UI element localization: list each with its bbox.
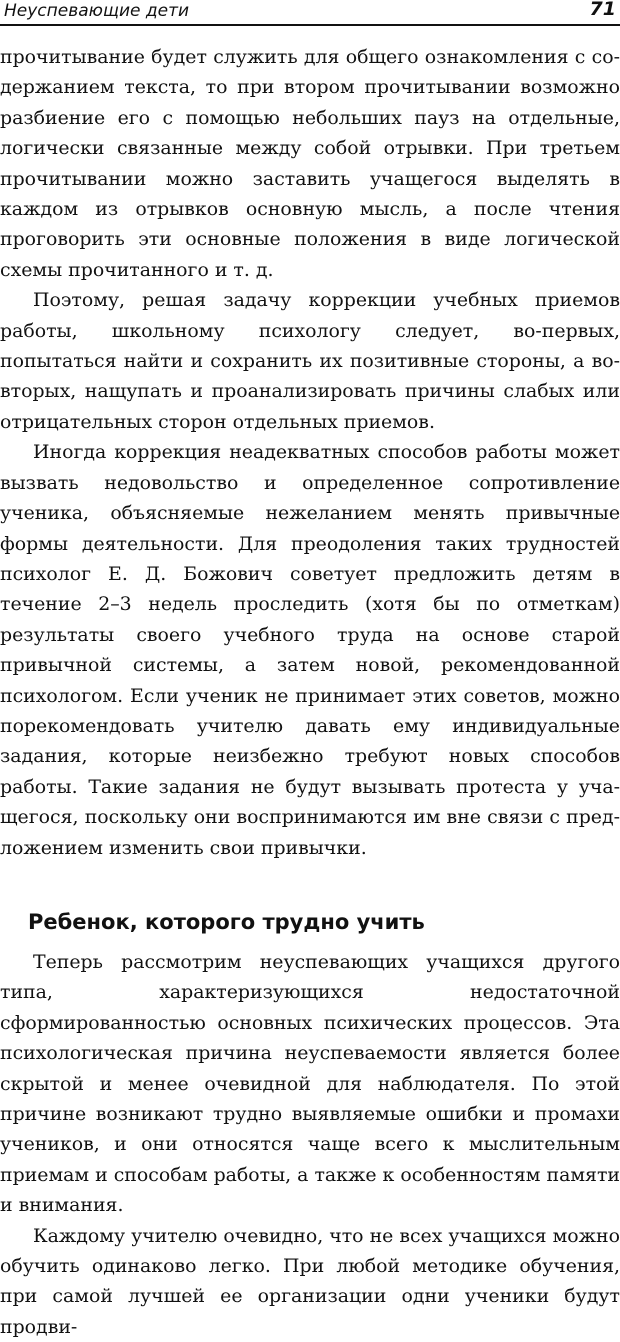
paragraph: Поэтому, решая задачу коррекции учебных приемов работы, школьному психологу следует, во-первых, попытаться найти и сохранить их позитивные стороны, а во-вторых, нащупать и проанализировать причины слабых или отрицательных сторон отдельных приемов. bbox=[0, 289, 620, 433]
paragraph: Теперь рассмотрим неуспевающих учащихся другого типа, характеризующихся недостаточной сформированностью основных психических процессов. Эта психологическая причина неуспеваемости является более скрытой и менее очевидной для наблюдателя. По этой причине возникают трудно выявляемые ошибки и промахи учеников, и они относятся чаще всего к мыслительным приемам и способам работы, а также к особенностям памяти и внимания. bbox=[0, 950, 620, 1217]
paragraph-continued: прочитывание будет служить для общего ознакомления с содержанием текста, то при втором прочитывании возможно разбиение его с помощью небольших пауз на отдельные, логически связанные между собой отрывки. При третьем прочитывании можно заставить учащегося выделять в каждом из отрывков основную мысль, а после чтения проговорить эти основные положения в виде логической схемы прочитанного и т. д. bbox=[0, 46, 620, 281]
section-heading: Ребенок, которого трудно учить bbox=[28, 909, 425, 934]
page-number: 71 bbox=[589, 0, 616, 20]
running-title: Неуспевающие дети bbox=[4, 1, 190, 21]
running-header bbox=[0, 0, 620, 26]
page-body bbox=[0, 42, 620, 1342]
paragraph: Иногда коррекция неадекватных способов работы может вызвать недовольство и определенное сопротивление ученика, объясняемые нежеланием менять привычные формы деятельности. Для преодоления таких трудностей психолог Е. Д. Божович советует предложить детям в течение 2–3 недель проследить (хотя бы по отметкам) результаты своего учебного труда на основе старой привычной системы, а затем новой, рекомендованной психологом. Если ученик не принимает этих советов, можно порекомендовать учителю давать ему индивидуальные задания, которые неизбежно требуют новых способов работы. Такие задания не будут вызывать протеста у учащегося, поскольку они воспринимаются им вне связи с предложением изменить свои привычки. bbox=[0, 441, 620, 859]
paragraph: Каждому учителю очевидно, что не всех учащихся можно обучить одинаково легко. При любой методике обучения, при самой лучшей ее организации одни ученики будут продви- bbox=[0, 1224, 620, 1338]
